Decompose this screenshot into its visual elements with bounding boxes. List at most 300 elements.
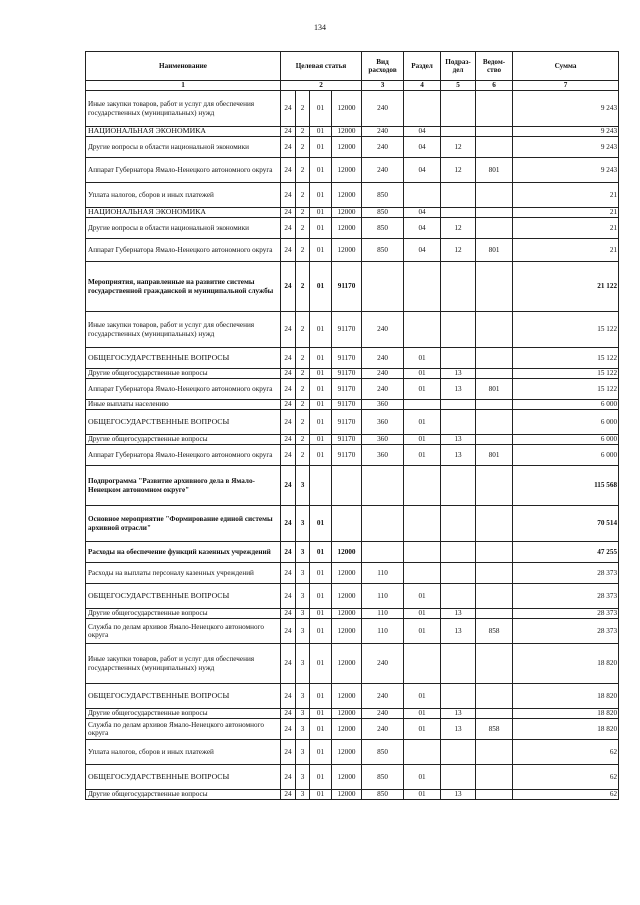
row-name: Расходы на обеспечение функций казенных учреждений [86, 542, 281, 563]
department-cell [476, 765, 513, 790]
target-code-subprogram: 2 [296, 127, 310, 137]
section-cell: 01 [404, 584, 441, 609]
subsection-cell [441, 765, 476, 790]
section-cell [404, 312, 441, 348]
col-number: 5 [441, 81, 476, 91]
expense-type-cell: 240 [362, 137, 404, 158]
target-code-subprogram: 3 [296, 619, 310, 644]
target-code-direction: 12000 [332, 684, 362, 709]
section-cell [404, 740, 441, 765]
subsection-cell: 12 [441, 239, 476, 262]
sum-cell: 18 820 [513, 709, 619, 719]
department-cell [476, 542, 513, 563]
header-exp-type: Вид расходов [362, 52, 404, 81]
target-code-subprogram: 2 [296, 435, 310, 445]
target-code-direction: 12000 [332, 619, 362, 644]
department-cell [476, 609, 513, 619]
row-name: Основное мероприятие "Формирование единой системы архивной отрасли" [86, 506, 281, 542]
section-cell: 01 [404, 435, 441, 445]
col-number: 3 [362, 81, 404, 91]
sum-cell: 6 000 [513, 435, 619, 445]
department-cell: 801 [476, 445, 513, 466]
table-row [86, 369, 619, 379]
target-code-activity: 01 [310, 91, 332, 127]
table-row [86, 127, 619, 137]
row-name: Мероприятия, направленные на развитие системы государственной гражданской и муниципальной службы [86, 262, 281, 312]
expense-type-cell: 850 [362, 208, 404, 218]
department-cell [476, 506, 513, 542]
target-code-activity: 01 [310, 445, 332, 466]
target-code-subprogram: 3 [296, 719, 310, 740]
target-code-direction: 91170 [332, 369, 362, 379]
row-name: Другие вопросы в области национальной экономики [86, 137, 281, 158]
row-name: ОБЩЕГОСУДАРСТВЕННЫЕ ВОПРОСЫ [86, 348, 281, 369]
target-code-activity: 01 [310, 348, 332, 369]
target-code-subprogram: 2 [296, 137, 310, 158]
sum-cell: 28 373 [513, 609, 619, 619]
sum-cell: 21 [513, 208, 619, 218]
sum-cell: 18 820 [513, 684, 619, 709]
table-row [86, 312, 619, 348]
subsection-cell [441, 348, 476, 369]
header-sum: Сумма [513, 52, 619, 81]
header-subsection: Подраз-дел [441, 52, 476, 81]
target-code-direction: 12000 [332, 790, 362, 800]
row-name: НАЦИОНАЛЬНАЯ ЭКОНОМИКА [86, 127, 281, 137]
table-row [86, 208, 619, 218]
target-code-program: 24 [281, 709, 296, 719]
budget-table [85, 51, 619, 800]
table-row [86, 262, 619, 312]
row-name: Другие общегосударственные вопросы [86, 369, 281, 379]
target-code-subprogram: 3 [296, 542, 310, 563]
col-number: 2 [281, 81, 362, 91]
target-code-activity: 01 [310, 410, 332, 435]
section-cell: 01 [404, 684, 441, 709]
subsection-cell [441, 410, 476, 435]
section-cell: 01 [404, 369, 441, 379]
target-code-program: 24 [281, 506, 296, 542]
target-code-activity: 01 [310, 684, 332, 709]
target-code-direction: 12000 [332, 644, 362, 684]
table-row [86, 790, 619, 800]
table-row [86, 91, 619, 127]
table-row [86, 435, 619, 445]
department-cell [476, 400, 513, 410]
sum-cell: 62 [513, 765, 619, 790]
header-section: Раздел [404, 52, 441, 81]
department-cell [476, 312, 513, 348]
target-code-activity: 01 [310, 619, 332, 644]
row-name: Служба по делам архивов Ямало-Ненецкого автономного округа [86, 619, 281, 644]
sum-cell: 62 [513, 790, 619, 800]
col-number: 6 [476, 81, 513, 91]
target-code-subprogram: 2 [296, 410, 310, 435]
section-cell [404, 644, 441, 684]
row-name: Иные закупки товаров, работ и услуг для обеспечения государственных (муниципальных) нужд [86, 644, 281, 684]
section-cell: 01 [404, 379, 441, 400]
row-name: Уплата налогов, сборов и иных платежей [86, 183, 281, 208]
target-code-subprogram: 3 [296, 609, 310, 619]
target-code-program: 24 [281, 563, 296, 584]
subsection-cell [441, 506, 476, 542]
subsection-cell [441, 183, 476, 208]
target-code-subprogram: 3 [296, 709, 310, 719]
sum-cell: 6 000 [513, 400, 619, 410]
department-cell [476, 709, 513, 719]
row-name: Служба по делам архивов Ямало-Ненецкого автономного округа [86, 719, 281, 740]
subsection-cell [441, 91, 476, 127]
sum-cell: 6 000 [513, 410, 619, 435]
target-code-program: 24 [281, 379, 296, 400]
sum-cell: 28 373 [513, 563, 619, 584]
row-name: Другие общегосударственные вопросы [86, 790, 281, 800]
table-row [86, 563, 619, 584]
expense-type-cell: 360 [362, 400, 404, 410]
target-code-subprogram: 3 [296, 765, 310, 790]
target-code-program: 24 [281, 644, 296, 684]
sum-cell: 62 [513, 740, 619, 765]
subsection-cell: 13 [441, 790, 476, 800]
expense-type-cell: 240 [362, 158, 404, 183]
department-cell [476, 91, 513, 127]
target-code-program: 24 [281, 239, 296, 262]
target-code-activity: 01 [310, 208, 332, 218]
target-code-subprogram: 2 [296, 379, 310, 400]
section-cell [404, 542, 441, 563]
target-code-subprogram: 3 [296, 563, 310, 584]
section-cell: 01 [404, 719, 441, 740]
sum-cell: 9 243 [513, 127, 619, 137]
table-row [86, 609, 619, 619]
subsection-cell [441, 542, 476, 563]
department-cell [476, 127, 513, 137]
target-code-subprogram: 2 [296, 183, 310, 208]
subsection-cell [441, 127, 476, 137]
target-code-program: 24 [281, 684, 296, 709]
row-name: ОБЩЕГОСУДАРСТВЕННЫЕ ВОПРОСЫ [86, 584, 281, 609]
table-row [86, 644, 619, 684]
table-row [86, 506, 619, 542]
target-code-program: 24 [281, 262, 296, 312]
target-code-subprogram: 3 [296, 506, 310, 542]
col-number: 7 [513, 81, 619, 91]
expense-type-cell [362, 542, 404, 563]
expense-type-cell: 240 [362, 644, 404, 684]
target-code-activity: 01 [310, 183, 332, 208]
target-code-activity: 01 [310, 369, 332, 379]
expense-type-cell: 240 [362, 684, 404, 709]
department-cell [476, 369, 513, 379]
target-code-subprogram: 2 [296, 218, 310, 239]
target-code-activity [310, 466, 332, 506]
table-row [86, 239, 619, 262]
row-name: ОБЩЕГОСУДАРСТВЕННЫЕ ВОПРОСЫ [86, 765, 281, 790]
target-code-direction: 12000 [332, 584, 362, 609]
row-name: Иные закупки товаров, работ и услуг для обеспечения государственных (муниципальных) нужд [86, 91, 281, 127]
target-code-direction: 91170 [332, 379, 362, 400]
target-code-activity: 01 [310, 740, 332, 765]
table-row [86, 183, 619, 208]
target-code-program: 24 [281, 208, 296, 218]
target-code-direction: 12000 [332, 709, 362, 719]
expense-type-cell: 850 [362, 183, 404, 208]
expense-type-cell: 850 [362, 790, 404, 800]
target-code-direction: 91170 [332, 400, 362, 410]
table-row [86, 719, 619, 740]
row-name: ОБЩЕГОСУДАРСТВЕННЫЕ ВОПРОСЫ [86, 684, 281, 709]
row-name: Другие общегосударственные вопросы [86, 609, 281, 619]
sum-cell: 18 820 [513, 644, 619, 684]
department-cell [476, 740, 513, 765]
target-code-program: 24 [281, 740, 296, 765]
table-row [86, 466, 619, 506]
target-code-direction: 91170 [332, 435, 362, 445]
expense-type-cell: 110 [362, 584, 404, 609]
department-cell: 858 [476, 619, 513, 644]
table-row [86, 619, 619, 644]
row-name: Подпрограмма "Развитие архивного дела в Ямало-Ненецком автономном округе" [86, 466, 281, 506]
sum-cell: 15 122 [513, 369, 619, 379]
target-code-subprogram: 2 [296, 312, 310, 348]
section-cell [404, 400, 441, 410]
target-code-subprogram: 2 [296, 91, 310, 127]
header-target: Целевая статья [281, 52, 362, 81]
expense-type-cell: 850 [362, 740, 404, 765]
department-cell [476, 563, 513, 584]
row-name: Иные закупки товаров, работ и услуг для обеспечения государственных (муниципальных) нужд [86, 312, 281, 348]
target-code-activity: 01 [310, 563, 332, 584]
table-row [86, 400, 619, 410]
target-code-direction: 12000 [332, 765, 362, 790]
subsection-cell [441, 400, 476, 410]
sum-cell: 28 373 [513, 619, 619, 644]
department-cell: 801 [476, 239, 513, 262]
department-cell [476, 684, 513, 709]
expense-type-cell: 240 [362, 312, 404, 348]
subsection-cell: 12 [441, 137, 476, 158]
sum-cell: 9 243 [513, 137, 619, 158]
row-name: Аппарат Губернатора Ямало-Ненецкого автономного округа [86, 239, 281, 262]
target-code-direction: 91170 [332, 348, 362, 369]
target-code-activity: 01 [310, 765, 332, 790]
target-code-activity: 01 [310, 262, 332, 312]
target-code-activity: 01 [310, 609, 332, 619]
sum-cell: 18 820 [513, 719, 619, 740]
subsection-cell: 13 [441, 619, 476, 644]
expense-type-cell: 850 [362, 239, 404, 262]
target-code-activity: 01 [310, 379, 332, 400]
department-cell [476, 183, 513, 208]
section-cell: 04 [404, 158, 441, 183]
target-code-activity: 01 [310, 127, 332, 137]
sum-cell: 9 243 [513, 91, 619, 127]
department-cell [476, 644, 513, 684]
page-number: 134 [314, 23, 326, 32]
sum-cell: 115 568 [513, 466, 619, 506]
target-code-activity: 01 [310, 719, 332, 740]
target-code-program: 24 [281, 584, 296, 609]
department-cell [476, 348, 513, 369]
target-code-activity: 01 [310, 542, 332, 563]
section-cell [404, 262, 441, 312]
department-cell: 801 [476, 379, 513, 400]
expense-type-cell: 360 [362, 435, 404, 445]
target-code-program: 24 [281, 619, 296, 644]
target-code-subprogram: 3 [296, 644, 310, 684]
table-row [86, 584, 619, 609]
section-cell: 01 [404, 348, 441, 369]
target-code-activity: 01 [310, 644, 332, 684]
sum-cell: 15 122 [513, 348, 619, 369]
section-cell: 01 [404, 765, 441, 790]
target-code-subprogram: 2 [296, 158, 310, 183]
section-cell [404, 506, 441, 542]
section-cell: 01 [404, 619, 441, 644]
subsection-cell: 13 [441, 609, 476, 619]
section-cell: 04 [404, 218, 441, 239]
target-code-activity: 01 [310, 312, 332, 348]
target-code-direction: 12000 [332, 719, 362, 740]
table-row [86, 684, 619, 709]
section-cell: 04 [404, 137, 441, 158]
target-code-subprogram: 2 [296, 445, 310, 466]
section-cell: 01 [404, 709, 441, 719]
expense-type-cell: 850 [362, 218, 404, 239]
subsection-cell [441, 466, 476, 506]
subsection-cell [441, 563, 476, 584]
section-cell [404, 466, 441, 506]
expense-type-cell [362, 466, 404, 506]
expense-type-cell: 240 [362, 379, 404, 400]
target-code-activity: 01 [310, 400, 332, 410]
expense-type-cell: 110 [362, 563, 404, 584]
row-name: Другие вопросы в области национальной экономики [86, 218, 281, 239]
row-name: Аппарат Губернатора Ямало-Ненецкого автономного округа [86, 158, 281, 183]
subsection-cell [441, 262, 476, 312]
expense-type-cell: 360 [362, 410, 404, 435]
table-row [86, 740, 619, 765]
row-name: Аппарат Губернатора Ямало-Ненецкого автономного округа [86, 445, 281, 466]
target-code-program: 24 [281, 400, 296, 410]
row-name: Расходы на выплаты персоналу казенных учреждений [86, 563, 281, 584]
sum-cell: 21 [513, 218, 619, 239]
target-code-program: 24 [281, 765, 296, 790]
target-code-program: 24 [281, 158, 296, 183]
target-code-program: 24 [281, 137, 296, 158]
target-code-program: 24 [281, 435, 296, 445]
table-row [86, 709, 619, 719]
department-cell [476, 790, 513, 800]
target-code-direction: 91170 [332, 312, 362, 348]
expense-type-cell: 240 [362, 719, 404, 740]
section-cell [404, 91, 441, 127]
target-code-subprogram: 2 [296, 239, 310, 262]
target-code-direction: 12000 [332, 740, 362, 765]
target-code-direction: 12000 [332, 127, 362, 137]
target-code-program: 24 [281, 218, 296, 239]
section-cell: 01 [404, 790, 441, 800]
table-row [86, 348, 619, 369]
target-code-program: 24 [281, 312, 296, 348]
target-code-activity: 01 [310, 709, 332, 719]
col-number: 4 [404, 81, 441, 91]
target-code-direction: 91170 [332, 262, 362, 312]
target-code-direction: 12000 [332, 137, 362, 158]
section-cell: 01 [404, 445, 441, 466]
header-name: Наименование [86, 52, 281, 81]
expense-type-cell: 240 [362, 348, 404, 369]
subsection-cell [441, 584, 476, 609]
expense-type-cell: 240 [362, 91, 404, 127]
target-code-activity: 01 [310, 158, 332, 183]
table-row [86, 137, 619, 158]
table-row [86, 379, 619, 400]
header-dept: Ведом-ство [476, 52, 513, 81]
target-code-program: 24 [281, 91, 296, 127]
sum-cell: 9 243 [513, 158, 619, 183]
target-code-subprogram: 2 [296, 262, 310, 312]
section-cell: 04 [404, 239, 441, 262]
target-code-activity: 01 [310, 137, 332, 158]
target-code-program: 24 [281, 790, 296, 800]
expense-type-cell: 240 [362, 127, 404, 137]
sum-cell: 47 255 [513, 542, 619, 563]
target-code-subprogram: 2 [296, 208, 310, 218]
expense-type-cell: 110 [362, 619, 404, 644]
sum-cell: 28 373 [513, 584, 619, 609]
section-cell [404, 183, 441, 208]
target-code-direction: 12000 [332, 183, 362, 208]
target-code-direction [332, 466, 362, 506]
target-code-program: 24 [281, 127, 296, 137]
subsection-cell [441, 312, 476, 348]
target-code-activity: 01 [310, 790, 332, 800]
target-code-subprogram: 3 [296, 584, 310, 609]
row-name: Аппарат Губернатора Ямало-Ненецкого автономного округа [86, 379, 281, 400]
sum-cell: 21 122 [513, 262, 619, 312]
department-cell [476, 410, 513, 435]
table-row [86, 158, 619, 183]
expense-type-cell: 360 [362, 445, 404, 466]
target-code-subprogram: 2 [296, 369, 310, 379]
target-code-direction: 91170 [332, 410, 362, 435]
target-code-subprogram: 3 [296, 466, 310, 506]
target-code-subprogram: 2 [296, 400, 310, 410]
table-row [86, 765, 619, 790]
table-row [86, 445, 619, 466]
sum-cell: 21 [513, 239, 619, 262]
target-code-activity: 01 [310, 218, 332, 239]
section-cell: 04 [404, 208, 441, 218]
expense-type-cell [362, 262, 404, 312]
department-cell [476, 466, 513, 506]
target-code-direction: 12000 [332, 91, 362, 127]
target-code-subprogram: 2 [296, 348, 310, 369]
target-code-program: 24 [281, 183, 296, 208]
section-cell [404, 563, 441, 584]
sum-cell: 15 122 [513, 312, 619, 348]
subsection-cell: 13 [441, 445, 476, 466]
row-name: Уплата налогов, сборов и иных платежей [86, 740, 281, 765]
expense-type-cell: 850 [362, 765, 404, 790]
subsection-cell: 13 [441, 709, 476, 719]
subsection-cell [441, 208, 476, 218]
expense-type-cell [362, 506, 404, 542]
row-name: Другие общегосударственные вопросы [86, 709, 281, 719]
subsection-cell: 13 [441, 719, 476, 740]
target-code-program: 24 [281, 445, 296, 466]
